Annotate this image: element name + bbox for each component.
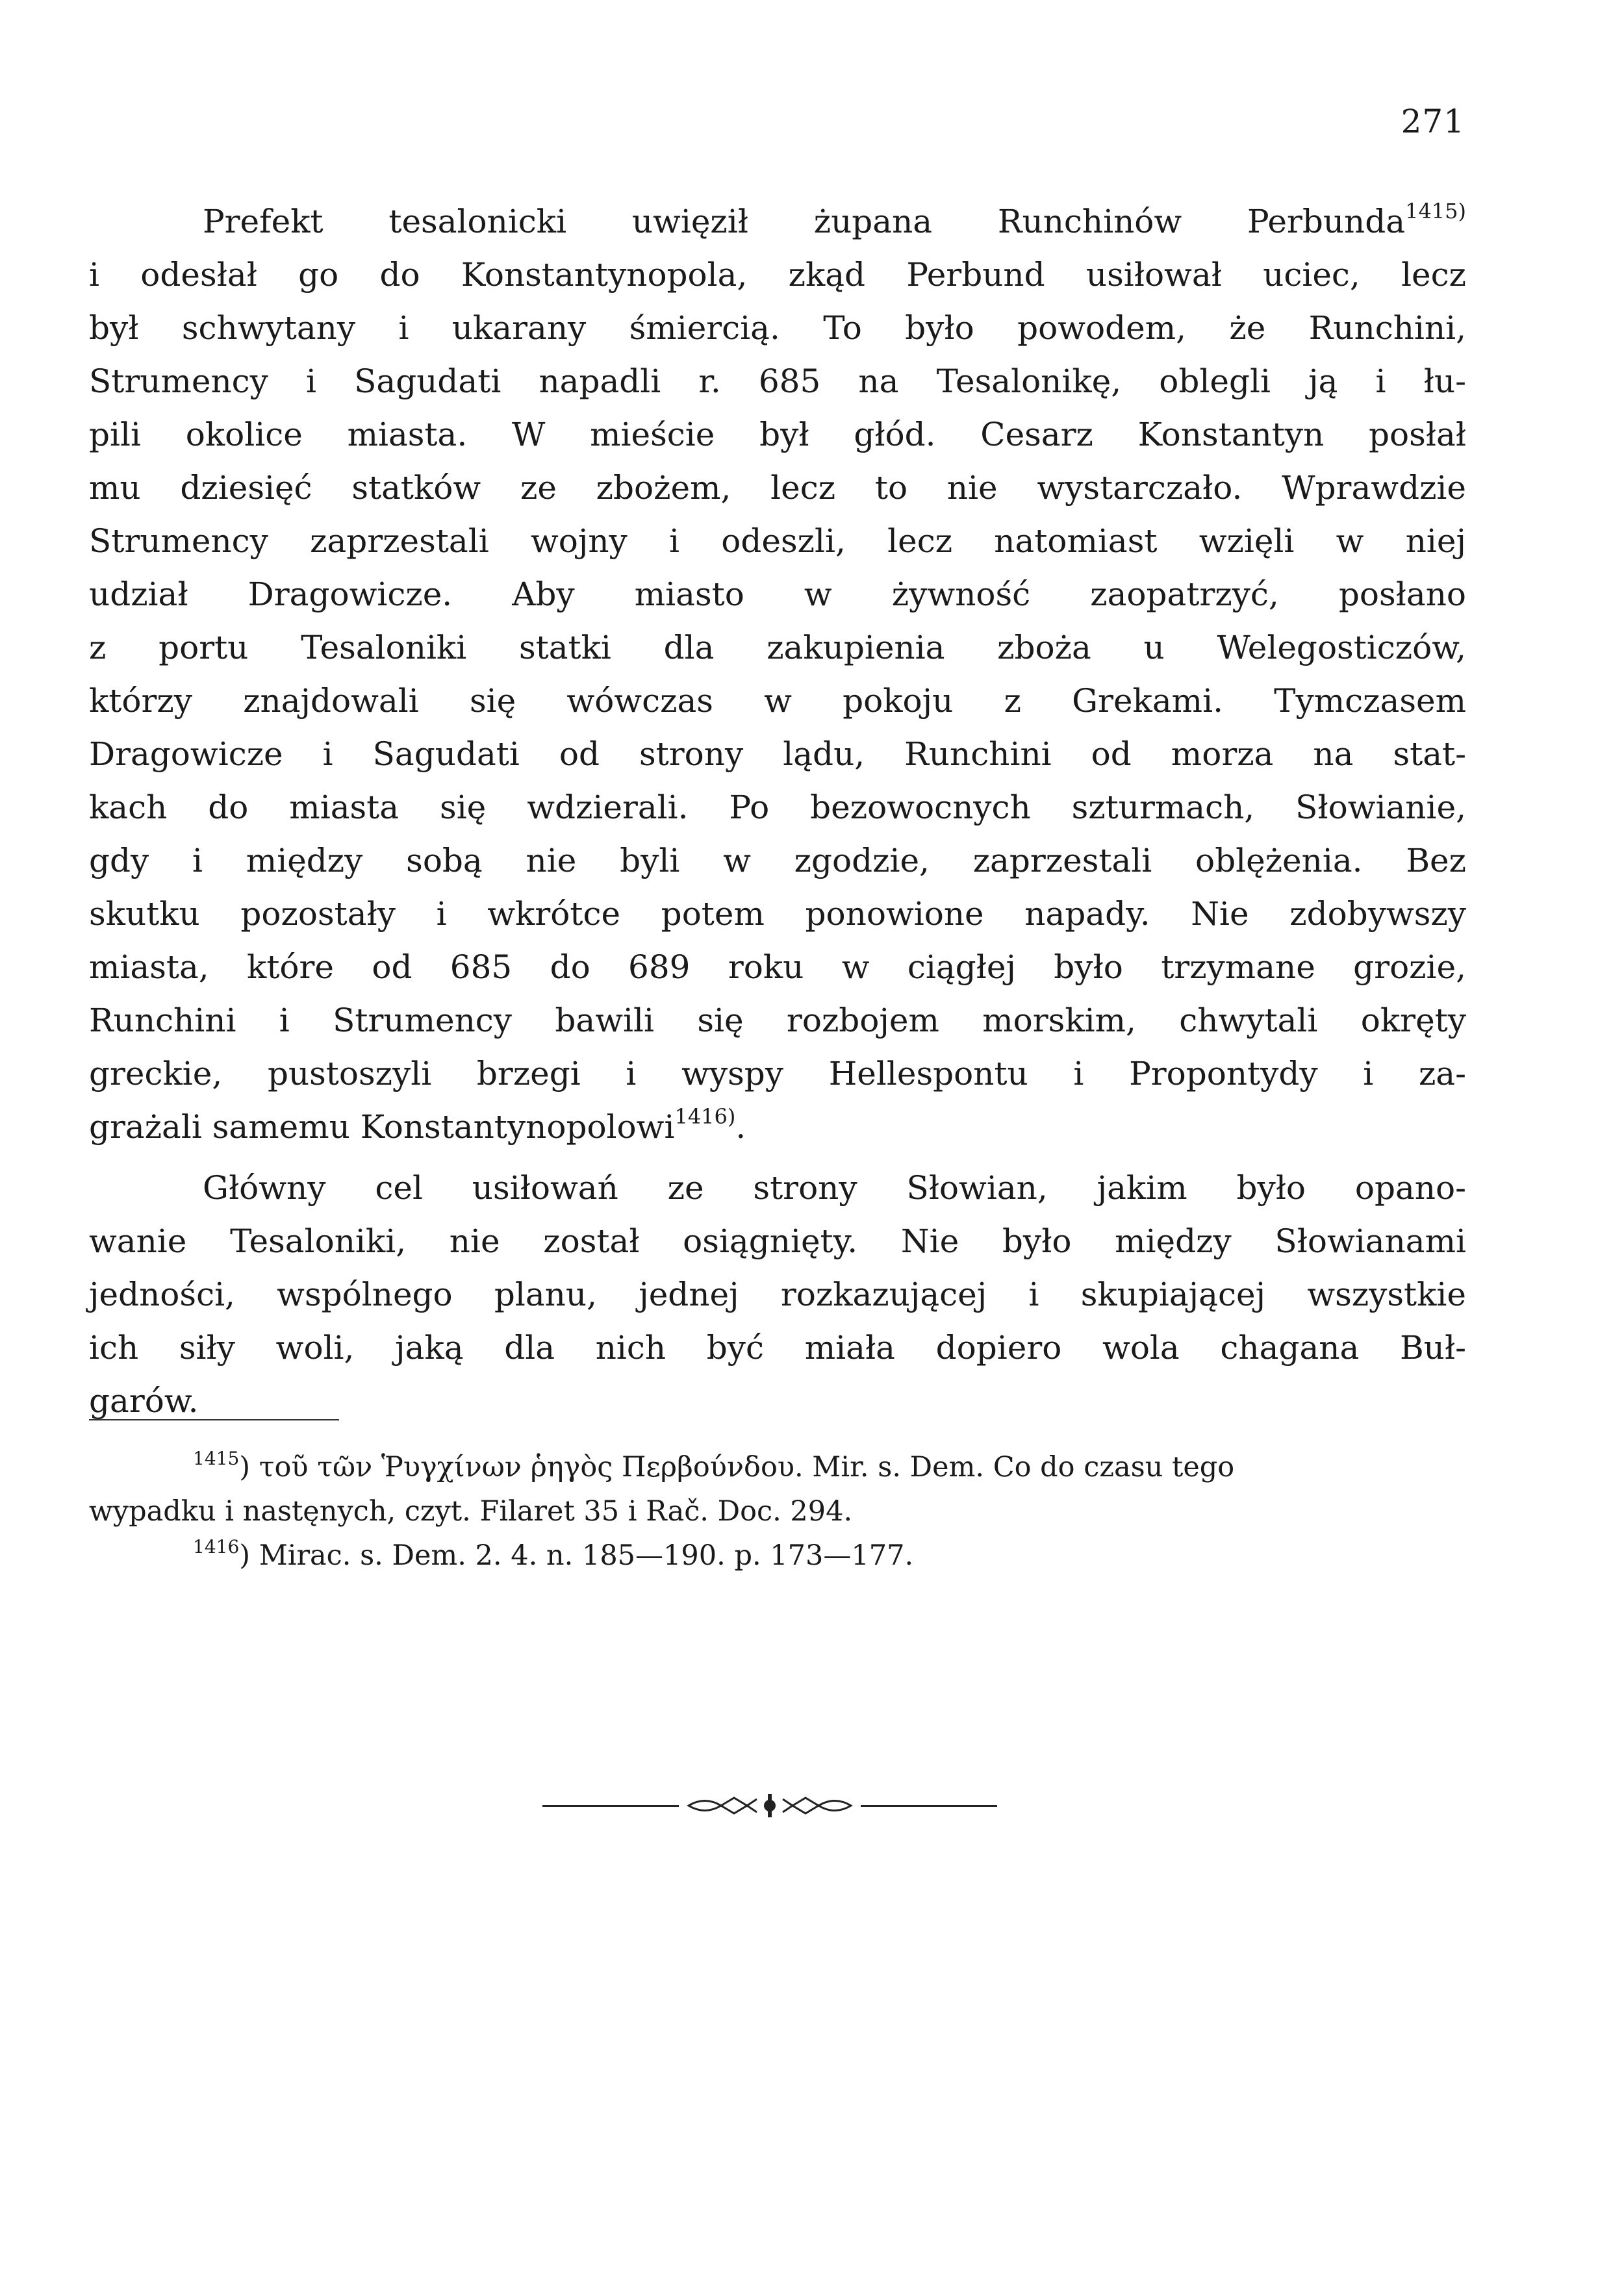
footnote-text: ) τοῦ τῶν Ῥυγχίνων ῥηγὸς Περβούνδου. Mir. s. Dem. Co do czasu tego: [239, 1451, 1235, 1483]
footnotes: [89, 1445, 1466, 1578]
paragraph: [89, 195, 1466, 1154]
text-line: był schwytany i ukarany śmiercią. To było powodem, że Runchini,: [89, 309, 1466, 347]
footnote-line: [89, 1533, 1466, 1578]
text-line: i odesłał go do Konstantynopola, zkąd Perbund usiłował uciec, lecz: [89, 256, 1466, 294]
footnote: [89, 1445, 1466, 1533]
paragraph: [89, 1161, 1466, 1428]
end-ornament: [542, 1793, 997, 1819]
footnote-number: 1415: [193, 1448, 240, 1469]
footnote-ref[interactable]: 1415): [1405, 199, 1466, 223]
text-line: ich siły woli, jaką dla nich być miała dopiero wola chagana Buł-: [89, 1329, 1466, 1367]
text-line: udział Dragowicze. Aby miasto w żywność zaopatrzyć, posłano: [89, 575, 1466, 613]
text-line: wanie Tesaloniki, nie został osiągnięty. Nie było między Słowianami: [89, 1222, 1466, 1260]
text-line-content: grażali samemu Konstantynopolowi: [89, 1108, 675, 1146]
footnote-ref[interactable]: 1416): [674, 1104, 736, 1129]
ornament-rule-right: [861, 1805, 997, 1807]
main-text: [89, 195, 1466, 1428]
footnote: [89, 1533, 1466, 1578]
text-line: skutku pozostały i wkrótce potem ponowione napady. Nie zdobywszy: [89, 895, 1466, 933]
text-line: mu dziesięć statków ze zbożem, lecz to nie wystarczało. Wprawdzie: [89, 469, 1466, 507]
text-line: gdy i między sobą nie byli w zgodzie, zaprzestali oblężenia. Bez: [89, 842, 1466, 879]
text-line: miasta, które od 685 do 689 roku w ciągłej było trzymane grozie,: [89, 948, 1466, 986]
text-line: Strumency i Sagudati napadli r. 685 na Tesalonikę, oblegli ją i łu-: [89, 362, 1466, 400]
text-line: kach do miasta się wdzierali. Po bezowocnych szturmach, Słowianie,: [89, 788, 1466, 826]
text-line-content: Prefekt tesalonicki uwięził żupana Runchinów Perbunda: [203, 203, 1406, 240]
text-line: którzy znajdowali się wówczas w pokoju z Grekami. Tymczasem: [89, 682, 1466, 720]
text-line: Strumency zaprzestali wojny i odeszli, lecz natomiast wzięli w niej: [89, 522, 1466, 560]
end-punctuation: .: [735, 1108, 746, 1146]
page-number: 271: [1401, 103, 1465, 140]
text-line: pili okolice miasta. W mieście był głód. Cesarz Konstantyn posłał: [89, 416, 1466, 453]
ornament-flourish-icon: [685, 1793, 854, 1819]
footnote-text: ) Mirac. s. Dem. 2. 4. n. 185—190. p. 173—177.: [239, 1539, 914, 1572]
text-line: [89, 195, 1466, 248]
footnote-separator: [89, 1419, 339, 1420]
text-line: Runchini i Strumency bawili się rozbojem morskim, chwytali okręty: [89, 1002, 1466, 1039]
footnote-line: [89, 1445, 1466, 1489]
footnote-line: wypadku i nastęnych, czyt. Filaret 35 i Rač. Doc. 294.: [89, 1495, 853, 1528]
text-line: Dragowicze i Sagudati od strony lądu, Runchini od morza na stat-: [89, 735, 1466, 773]
footnote-number: 1416: [193, 1536, 240, 1558]
ornament-rule-left: [542, 1805, 679, 1807]
text-line: [89, 1100, 1466, 1154]
text-line: garów.: [89, 1382, 199, 1420]
text-line: jedności, wspólnego planu, jednej rozkazującej i skupiającej wszystkie: [89, 1276, 1466, 1313]
text-line: Główny cel usiłowań ze strony Słowian, jakim było opano-: [203, 1169, 1466, 1207]
text-line: z portu Tesaloniki statki dla zakupienia zboża u Welegosticzów,: [89, 629, 1466, 666]
text-line: greckie, pustoszyli brzegi i wyspy Hellespontu i Propontydy i za-: [89, 1055, 1466, 1092]
